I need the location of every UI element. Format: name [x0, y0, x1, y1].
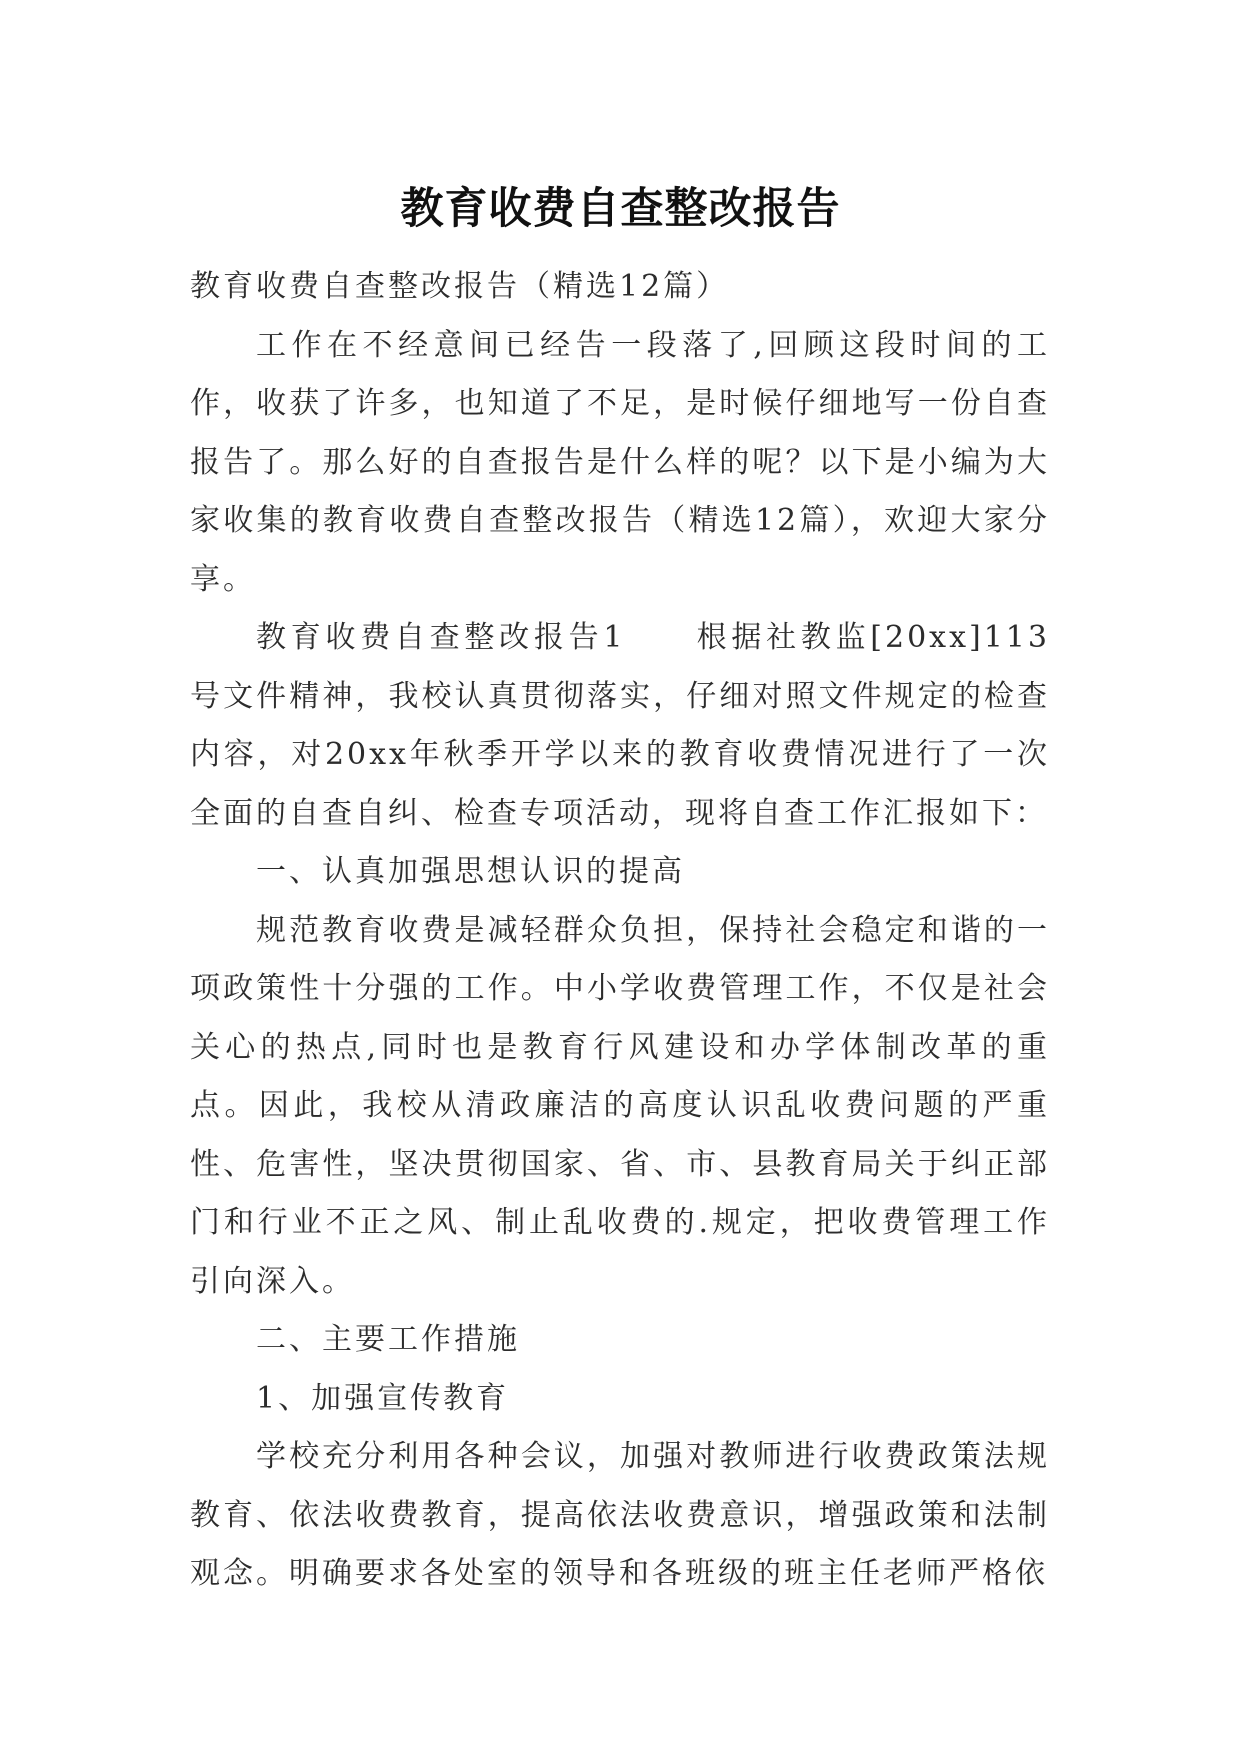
- paragraph-subsection-1-body: 学校充分利用各种会议，加强对教师进行收费政策法规教育、依法收费教育，提高依法收费意识，增强政策和法制观念。明确要求各处室的领导和各班级的班主任老师严格依: [190, 1439, 1050, 1591]
- paragraph-intro: 工作在不经意间已经告一段落了,回顾这段时间的工作，收获了许多，也知道了不足，是时候仔细地写一份自查报告了。那么好的自查报告是什么样的呢？以下是小编为大家收集的教育收费自查整改报告（精选12篇），欢迎大家分享。: [190, 327, 1050, 597]
- section-heading-2: 二、主要工作措施: [256, 1322, 520, 1357]
- document-body: [190, 258, 1050, 1604]
- paragraph-section-1-body: 规范教育收费是减轻群众负担，保持社会稳定和谐的一项政策性十分强的工作。中小学收费管理工作，不仅是社会关心的热点,同时也是教育行风建设和办学体制改革的重点。因此，我校从清政廉洁的高度认识乱收费问题的严重性、危害性，坚决贯彻国家、省、市、县教育局关于纠正部门和行业不正之风、制止乱收费的.规定，把收费管理工作引向深入。: [190, 912, 1050, 1299]
- section-heading-1: 一、认真加强思想认识的提高: [256, 854, 685, 889]
- paragraph-report-1-opening: 教育收费自查整改报告1 根据社教监[20xx]113号文件精神，我校认真贯彻落实，仔细对照文件规定的检查内容，对20xx年秋季开学以来的教育收费情况进行了一次全面的自查自纠、检查专项活动，现将自查工作汇报如下：: [190, 620, 1050, 831]
- subsection-heading-1: 1、加强宣传教育: [256, 1380, 510, 1416]
- document-title: 教育收费自查整改报告: [400, 183, 841, 234]
- paragraph-subtitle: 教育收费自查整改报告（精选12篇）: [190, 269, 730, 304]
